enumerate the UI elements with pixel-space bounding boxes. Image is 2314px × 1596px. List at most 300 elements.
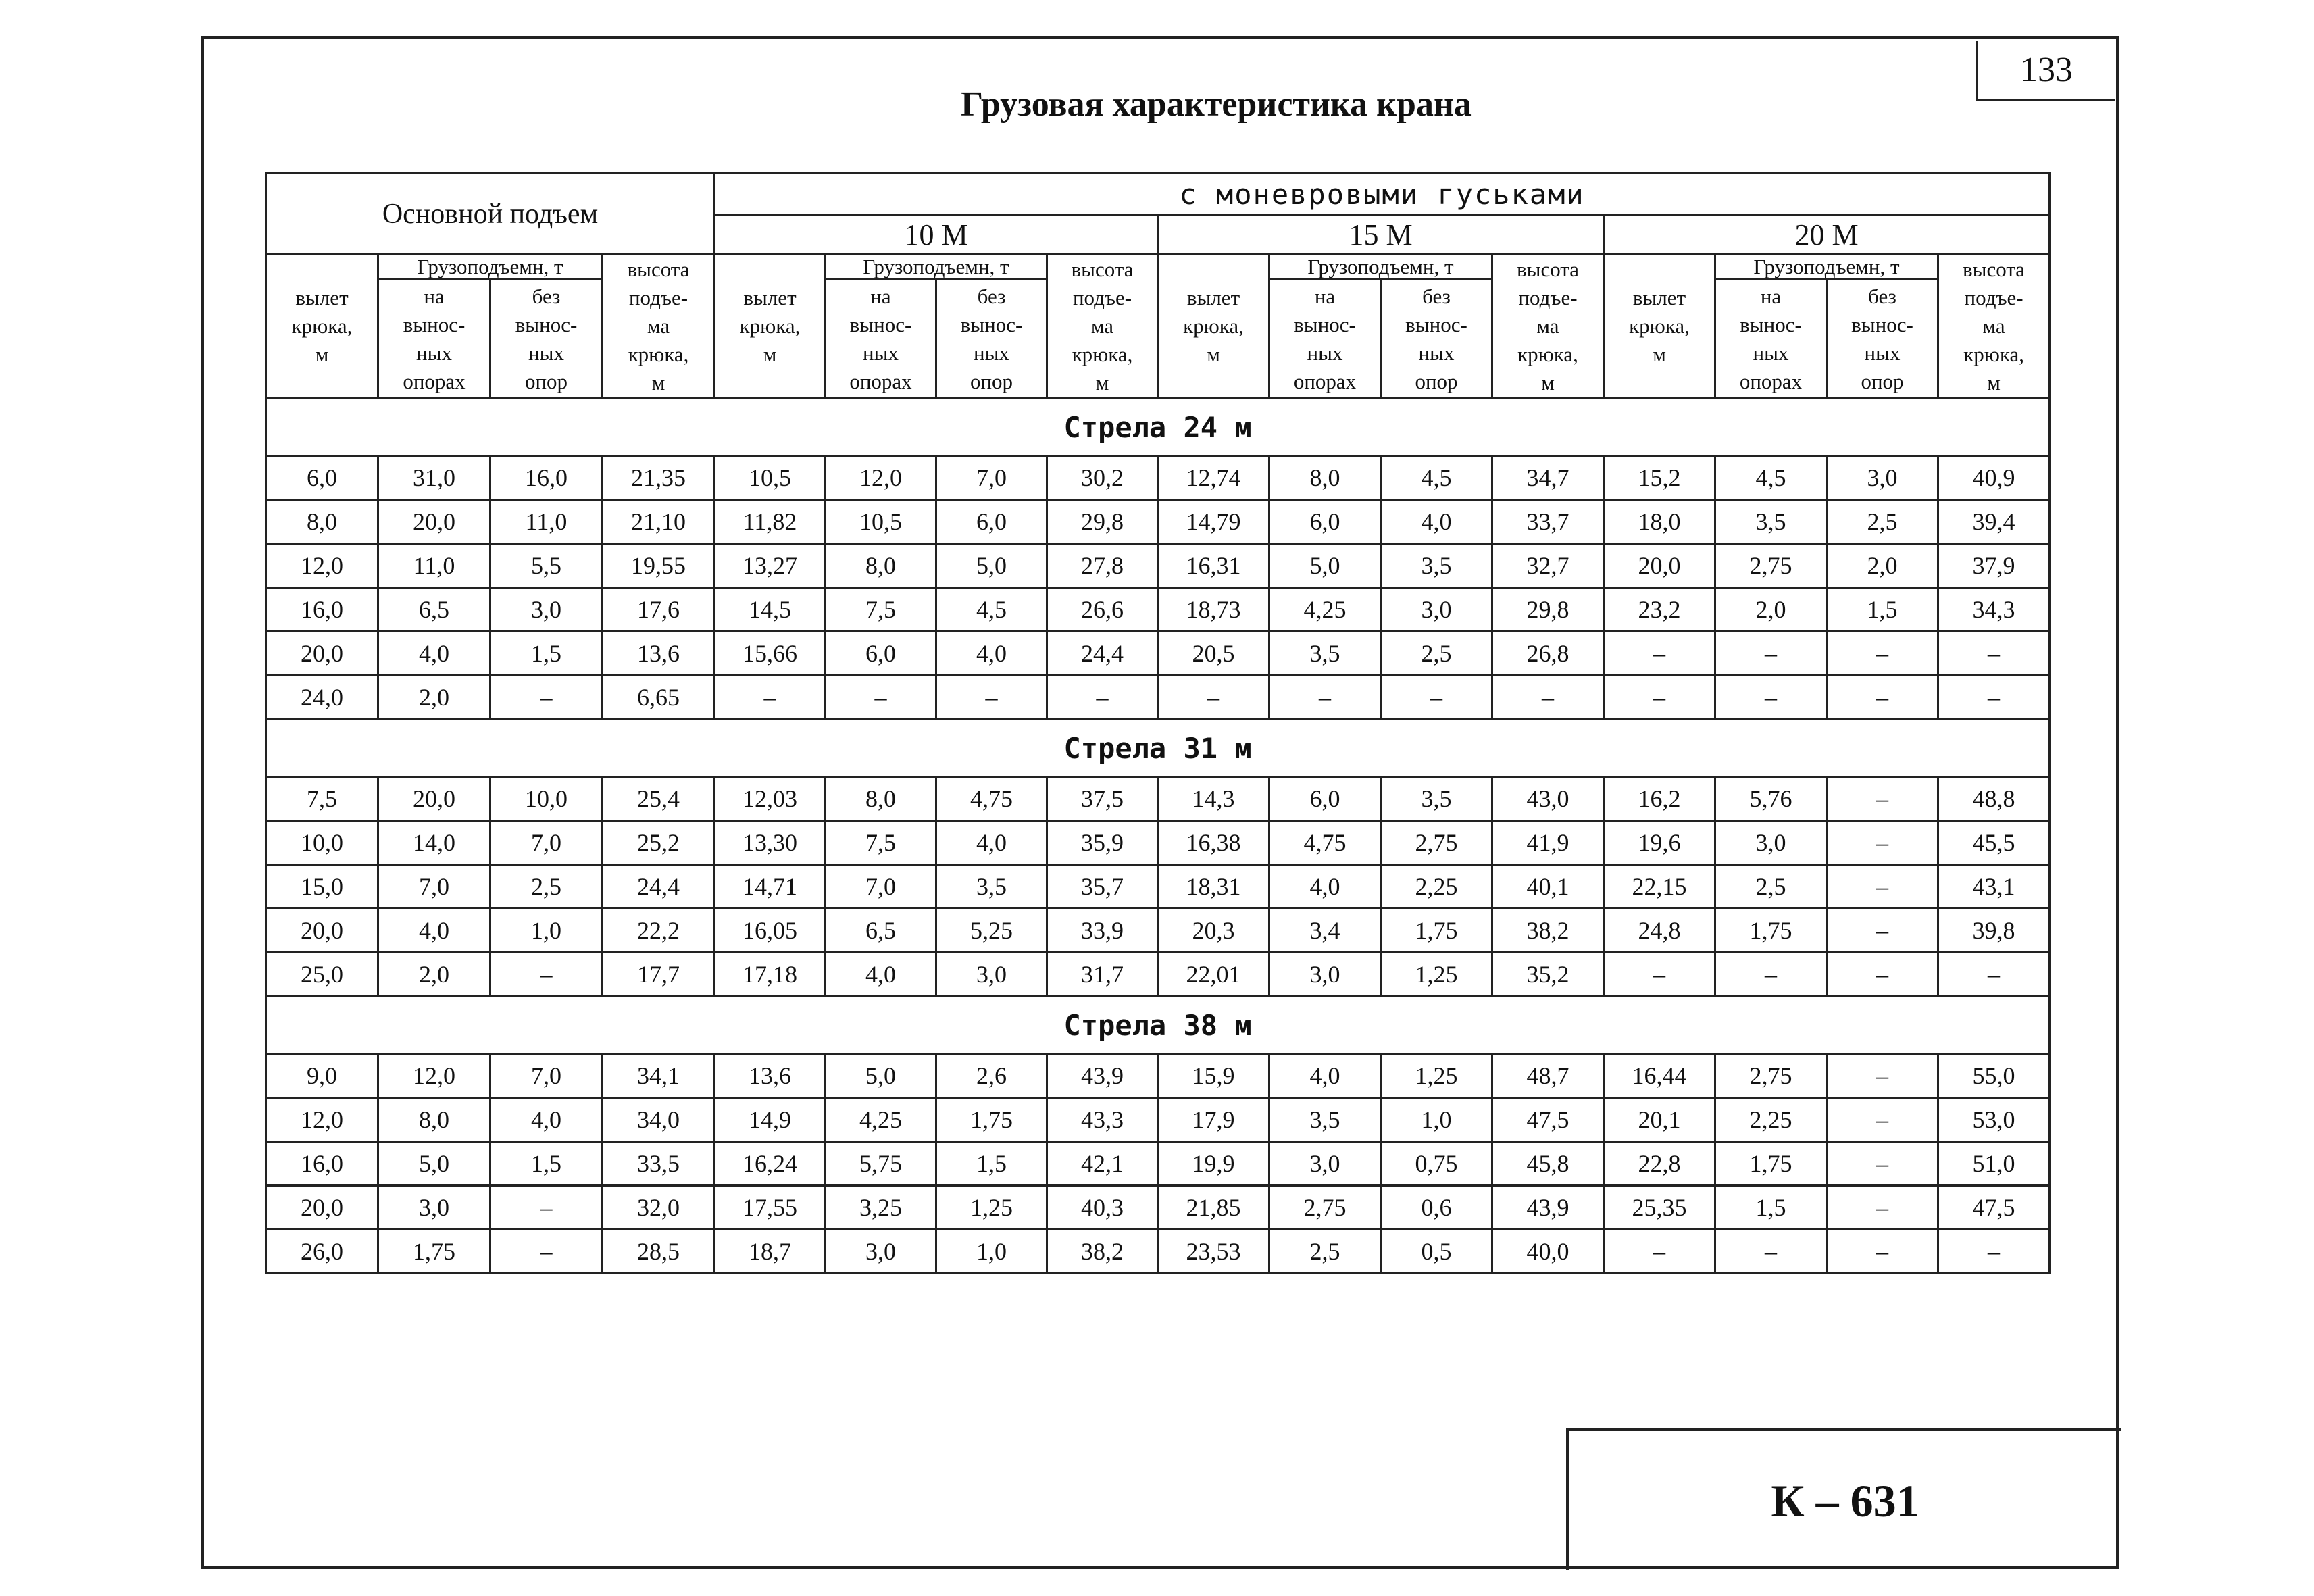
header-line: м bbox=[1207, 343, 1220, 366]
table-cell: 17,7 bbox=[603, 953, 715, 997]
table-cell: 7,5 bbox=[826, 588, 936, 632]
table-cell: 4,0 bbox=[1269, 865, 1381, 909]
table-cell: 6,5 bbox=[826, 909, 936, 953]
table-cell: 33,5 bbox=[603, 1142, 715, 1186]
table-cell: 13,27 bbox=[715, 544, 826, 588]
table-cell: 40,9 bbox=[1938, 456, 2050, 500]
capacity-header: Грузоподъемн, т bbox=[378, 255, 603, 280]
table-cell: 34,0 bbox=[603, 1098, 715, 1142]
table-cell: 3,0 bbox=[1381, 588, 1492, 632]
header-line: без bbox=[977, 284, 1006, 308]
header-line: вылет bbox=[743, 286, 797, 309]
table-cell: 25,35 bbox=[1604, 1186, 1715, 1230]
without-outriggers-header bbox=[1381, 280, 1492, 399]
outreach-header bbox=[1158, 255, 1269, 399]
table-cell: 6,5 bbox=[378, 588, 491, 632]
table-cell: 3,25 bbox=[826, 1186, 936, 1230]
table-row bbox=[266, 588, 2050, 632]
header-line: подъе- bbox=[1072, 286, 1132, 309]
table-cell: 51,0 bbox=[1938, 1142, 2050, 1186]
table-cell: 43,3 bbox=[1047, 1098, 1158, 1142]
table-cell: 0,5 bbox=[1381, 1230, 1492, 1274]
header-line: выноc- bbox=[1294, 312, 1356, 336]
capacity-header: Грузоподъемн, т bbox=[826, 255, 1047, 280]
table-cell: 6,0 bbox=[1269, 500, 1381, 544]
table-cell: 20,3 bbox=[1158, 909, 1269, 953]
header-line: крюка, bbox=[1072, 343, 1133, 366]
header-line: м bbox=[1095, 371, 1109, 395]
table-cell: – bbox=[1492, 676, 1604, 720]
table-cell: 33,9 bbox=[1047, 909, 1158, 953]
table-cell: 21,35 bbox=[603, 456, 715, 500]
table-cell: 18,73 bbox=[1158, 588, 1269, 632]
header-line: опор bbox=[524, 369, 568, 393]
table-cell: 16,0 bbox=[266, 588, 378, 632]
table-cell: 1,0 bbox=[1381, 1098, 1492, 1142]
table-cell: 1,5 bbox=[491, 632, 603, 676]
table-cell: 14,79 bbox=[1158, 500, 1269, 544]
table-cell: 12,03 bbox=[715, 777, 826, 821]
table-cell: 6,0 bbox=[1269, 777, 1381, 821]
table-cell: 45,8 bbox=[1492, 1142, 1604, 1186]
table-cell: 34,7 bbox=[1492, 456, 1604, 500]
table-cell: 1,75 bbox=[1715, 909, 1827, 953]
table-cell: 33,7 bbox=[1492, 500, 1604, 544]
outreach-header bbox=[715, 255, 826, 399]
boom-section-label: Стрела 24 м bbox=[266, 399, 2050, 456]
table-cell: 30,2 bbox=[1047, 456, 1158, 500]
header-line: выноc- bbox=[403, 312, 466, 336]
table-cell: 23,53 bbox=[1158, 1230, 1269, 1274]
header-line: без bbox=[1868, 284, 1896, 308]
table-cell: 3,0 bbox=[491, 588, 603, 632]
table-cell: 42,1 bbox=[1047, 1142, 1158, 1186]
table-cell: 1,25 bbox=[936, 1186, 1047, 1230]
table-cell: 6,0 bbox=[936, 500, 1047, 544]
table-cell: 19,55 bbox=[603, 544, 715, 588]
table-cell: – bbox=[1715, 632, 1827, 676]
table-cell: 25,4 bbox=[603, 777, 715, 821]
table-cell: 2,0 bbox=[1715, 588, 1827, 632]
header-line: ма bbox=[1090, 314, 1114, 338]
table-cell: 13,30 bbox=[715, 821, 826, 865]
table-cell: 2,75 bbox=[1269, 1186, 1381, 1230]
header-line: ных bbox=[416, 341, 452, 365]
header-line: подъе- bbox=[1518, 286, 1578, 309]
table-cell: 7,0 bbox=[826, 865, 936, 909]
table-cell: 31,0 bbox=[378, 456, 491, 500]
table-cell: 2,25 bbox=[1715, 1098, 1827, 1142]
header-line: вылет bbox=[1632, 286, 1686, 309]
header-line: опор bbox=[1415, 369, 1458, 393]
table-cell: 10,5 bbox=[826, 500, 936, 544]
header-line: вылет bbox=[295, 286, 349, 309]
table-cell: 12,0 bbox=[378, 1054, 491, 1098]
table-cell: 18,7 bbox=[715, 1230, 826, 1274]
capacity-header: Грузоподъемн, т bbox=[1715, 255, 1938, 280]
table-cell: 43,1 bbox=[1938, 865, 2050, 909]
table-cell: 19,9 bbox=[1158, 1142, 1269, 1186]
table-row bbox=[266, 909, 2050, 953]
table-cell: 7,0 bbox=[936, 456, 1047, 500]
table-cell: 4,25 bbox=[1269, 588, 1381, 632]
table-cell: 2,75 bbox=[1381, 821, 1492, 865]
table-cell: 13,6 bbox=[603, 632, 715, 676]
without-outriggers-header bbox=[1827, 280, 1938, 399]
table-cell: – bbox=[1827, 865, 1938, 909]
header-line: крюка, bbox=[628, 343, 689, 366]
boom-section-row bbox=[266, 720, 2050, 777]
table-cell: 4,0 bbox=[378, 632, 491, 676]
table-cell: 39,8 bbox=[1938, 909, 2050, 953]
table-cell: 29,8 bbox=[1047, 500, 1158, 544]
table-cell: 14,0 bbox=[378, 821, 491, 865]
table-cell: – bbox=[1827, 953, 1938, 997]
table-cell: 43,9 bbox=[1492, 1186, 1604, 1230]
table-cell: 20,1 bbox=[1604, 1098, 1715, 1142]
table-cell: 16,2 bbox=[1604, 777, 1715, 821]
table-cell: 1,0 bbox=[936, 1230, 1047, 1274]
table-cell: 5,25 bbox=[936, 909, 1047, 953]
table-cell: 2,75 bbox=[1715, 544, 1827, 588]
table-cell: 18,31 bbox=[1158, 865, 1269, 909]
table-cell: 20,0 bbox=[378, 500, 491, 544]
table-cell: 17,18 bbox=[715, 953, 826, 997]
table-cell: 43,9 bbox=[1047, 1054, 1158, 1098]
table-cell: 4,0 bbox=[491, 1098, 603, 1142]
table-cell: 31,7 bbox=[1047, 953, 1158, 997]
table-cell: 25,0 bbox=[266, 953, 378, 997]
header-line: крюка, bbox=[291, 314, 353, 338]
header-line: м bbox=[315, 343, 329, 366]
header-line: ма bbox=[647, 314, 670, 338]
table-cell: 35,2 bbox=[1492, 953, 1604, 997]
table-cell: 1,75 bbox=[378, 1230, 491, 1274]
header-line: на bbox=[1760, 284, 1782, 308]
table-cell: 40,1 bbox=[1492, 865, 1604, 909]
table-cell: – bbox=[1827, 1142, 1938, 1186]
table-cell: 7,5 bbox=[826, 821, 936, 865]
table-cell: 8,0 bbox=[1269, 456, 1381, 500]
table-cell: 1,25 bbox=[1381, 953, 1492, 997]
header-line: крюка, bbox=[1629, 314, 1690, 338]
header-line: высота bbox=[627, 257, 690, 281]
table-cell: 0,6 bbox=[1381, 1186, 1492, 1230]
header-line: ма bbox=[1982, 314, 2005, 338]
hook-height-header bbox=[1492, 255, 1604, 399]
table-cell: – bbox=[491, 1186, 603, 1230]
table-cell: 20,5 bbox=[1158, 632, 1269, 676]
header-line: ных bbox=[863, 341, 899, 365]
header-line: на bbox=[1314, 284, 1336, 308]
header-line: высота bbox=[1963, 257, 2026, 281]
table-cell: 4,0 bbox=[936, 632, 1047, 676]
table-cell: 24,4 bbox=[1047, 632, 1158, 676]
load-chart-table bbox=[265, 172, 2051, 1274]
table-cell: 4,25 bbox=[826, 1098, 936, 1142]
table-cell: 48,8 bbox=[1938, 777, 2050, 821]
table-cell: 55,0 bbox=[1938, 1054, 2050, 1098]
table-cell: 7,0 bbox=[378, 865, 491, 909]
table-cell: 3,5 bbox=[1269, 632, 1381, 676]
table-cell: 3,5 bbox=[936, 865, 1047, 909]
table-cell: 4,0 bbox=[1381, 500, 1492, 544]
table-cell: 7,0 bbox=[491, 821, 603, 865]
table-cell: 24,8 bbox=[1604, 909, 1715, 953]
table-cell: 1,25 bbox=[1381, 1054, 1492, 1098]
header-line: опорах bbox=[849, 369, 912, 393]
table-cell: 32,0 bbox=[603, 1186, 715, 1230]
header-line: м bbox=[1541, 371, 1555, 395]
table-cell: 20,0 bbox=[266, 1186, 378, 1230]
main-lift-header: Основной подъем bbox=[266, 174, 715, 255]
table-cell: 22,8 bbox=[1604, 1142, 1715, 1186]
table-cell: 3,0 bbox=[378, 1186, 491, 1230]
table-cell: – bbox=[1269, 676, 1381, 720]
table-cell: 0,75 bbox=[1381, 1142, 1492, 1186]
table-cell: – bbox=[1715, 953, 1827, 997]
table-cell: 15,66 bbox=[715, 632, 826, 676]
table-cell: 48,7 bbox=[1492, 1054, 1604, 1098]
table-cell: 11,0 bbox=[378, 544, 491, 588]
table-cell: 2,5 bbox=[1269, 1230, 1381, 1274]
table-cell: 10,0 bbox=[491, 777, 603, 821]
table-cell: 22,15 bbox=[1604, 865, 1715, 909]
header-line: ных bbox=[1753, 341, 1789, 365]
table-cell: 16,24 bbox=[715, 1142, 826, 1186]
table-cell: 10,5 bbox=[715, 456, 826, 500]
table-cell: 6,65 bbox=[603, 676, 715, 720]
header-line: на bbox=[424, 284, 445, 308]
table-cell: – bbox=[1827, 632, 1938, 676]
table-cell: 5,75 bbox=[826, 1142, 936, 1186]
table-cell: 11,82 bbox=[715, 500, 826, 544]
table-row bbox=[266, 953, 2050, 997]
table-cell: 3,0 bbox=[1827, 456, 1938, 500]
table-cell: 15,0 bbox=[266, 865, 378, 909]
table-cell: 3,5 bbox=[1715, 500, 1827, 544]
page-title: Грузовая характеристика крана bbox=[961, 85, 1472, 124]
jib-10-header: 10 М bbox=[715, 215, 1158, 255]
table-cell: 29,8 bbox=[1492, 588, 1604, 632]
table-cell: 4,75 bbox=[1269, 821, 1381, 865]
jib-20-header: 20 М bbox=[1604, 215, 2050, 255]
boom-section-label: Стрела 31 м bbox=[266, 720, 2050, 777]
table-cell: 2,5 bbox=[1381, 632, 1492, 676]
table-cell: – bbox=[826, 676, 936, 720]
header-line: подъе- bbox=[628, 286, 688, 309]
table-cell: 5,5 bbox=[491, 544, 603, 588]
table-cell: 35,9 bbox=[1047, 821, 1158, 865]
table-cell: 8,0 bbox=[826, 544, 936, 588]
table-cell: 37,5 bbox=[1047, 777, 1158, 821]
header-line: опорах bbox=[1293, 369, 1357, 393]
table-cell: 1,5 bbox=[1715, 1186, 1827, 1230]
table-cell: 9,0 bbox=[266, 1054, 378, 1098]
header-line: без bbox=[1422, 284, 1451, 308]
table-cell: 3,0 bbox=[1269, 953, 1381, 997]
header-line: м bbox=[1653, 343, 1666, 366]
table-cell: 14,5 bbox=[715, 588, 826, 632]
boom-section-row bbox=[266, 399, 2050, 456]
table-cell: 26,8 bbox=[1492, 632, 1604, 676]
table-cell: 1,75 bbox=[1381, 909, 1492, 953]
table-cell: 5,0 bbox=[936, 544, 1047, 588]
header-line: крюка, bbox=[1183, 314, 1244, 338]
header-line: м bbox=[1987, 371, 2001, 395]
table-cell: 3,0 bbox=[1269, 1142, 1381, 1186]
table-row bbox=[266, 821, 2050, 865]
with-outriggers-header bbox=[826, 280, 936, 399]
table-cell: 38,2 bbox=[1047, 1230, 1158, 1274]
table-cell: 2,6 bbox=[936, 1054, 1047, 1098]
header-line: ных bbox=[974, 341, 1009, 365]
table-cell: 12,0 bbox=[826, 456, 936, 500]
table-cell: 22,2 bbox=[603, 909, 715, 953]
table-cell: 43,0 bbox=[1492, 777, 1604, 821]
table-cell: 34,3 bbox=[1938, 588, 2050, 632]
table-cell: 34,1 bbox=[603, 1054, 715, 1098]
table-cell: 16,0 bbox=[266, 1142, 378, 1186]
table-cell: 5,0 bbox=[826, 1054, 936, 1098]
table-cell: 15,9 bbox=[1158, 1054, 1269, 1098]
header-line: высота bbox=[1516, 257, 1579, 281]
header-line: подъе- bbox=[1964, 286, 2023, 309]
header-line: крюка, bbox=[1517, 343, 1578, 366]
table-cell: 47,5 bbox=[1492, 1098, 1604, 1142]
table-cell: 8,0 bbox=[826, 777, 936, 821]
table-cell: 41,9 bbox=[1492, 821, 1604, 865]
header-line: опорах bbox=[1739, 369, 1803, 393]
table-cell: 17,9 bbox=[1158, 1098, 1269, 1142]
table-cell: 38,2 bbox=[1492, 909, 1604, 953]
table-cell: 7,5 bbox=[266, 777, 378, 821]
table-cell: 4,0 bbox=[378, 909, 491, 953]
table-cell: 2,5 bbox=[491, 865, 603, 909]
table-cell: 4,5 bbox=[1381, 456, 1492, 500]
table-cell: 4,0 bbox=[936, 821, 1047, 865]
table-cell: 6,0 bbox=[266, 456, 378, 500]
table-cell: – bbox=[1715, 1230, 1827, 1274]
table-cell: – bbox=[1604, 676, 1715, 720]
table-cell: – bbox=[936, 676, 1047, 720]
header-line: опор bbox=[970, 369, 1013, 393]
table-cell: 5,0 bbox=[378, 1142, 491, 1186]
table-cell: 14,71 bbox=[715, 865, 826, 909]
header-line: ных bbox=[1418, 341, 1455, 365]
table-cell: 32,7 bbox=[1492, 544, 1604, 588]
table-cell: 2,0 bbox=[378, 676, 491, 720]
table-row bbox=[266, 1230, 2050, 1274]
table-row bbox=[266, 676, 2050, 720]
table-cell: – bbox=[1938, 953, 2050, 997]
table-cell: – bbox=[1827, 1230, 1938, 1274]
boom-section-label: Стрела 38 м bbox=[266, 997, 2050, 1054]
table-cell: 8,0 bbox=[266, 500, 378, 544]
header-line: опор bbox=[1861, 369, 1904, 393]
table-cell: 47,5 bbox=[1938, 1186, 2050, 1230]
table-cell: – bbox=[491, 676, 603, 720]
table-cell: 16,44 bbox=[1604, 1054, 1715, 1098]
table-cell: 3,4 bbox=[1269, 909, 1381, 953]
table-cell: 40,3 bbox=[1047, 1186, 1158, 1230]
table-cell: 2,0 bbox=[1827, 544, 1938, 588]
table-row bbox=[266, 456, 2050, 500]
hook-height-header bbox=[1938, 255, 2050, 399]
table-cell: 3,0 bbox=[936, 953, 1047, 997]
table-cell: – bbox=[1047, 676, 1158, 720]
table-cell: 4,5 bbox=[1715, 456, 1827, 500]
hook-height-header bbox=[603, 255, 715, 399]
with-outriggers-header bbox=[378, 280, 491, 399]
without-outriggers-header bbox=[936, 280, 1047, 399]
table-cell: 20,0 bbox=[378, 777, 491, 821]
table-cell: 13,6 bbox=[715, 1054, 826, 1098]
table-cell: 20,0 bbox=[266, 632, 378, 676]
table-row bbox=[266, 777, 2050, 821]
table-cell: 23,2 bbox=[1604, 588, 1715, 632]
table-cell: – bbox=[1604, 1230, 1715, 1274]
capacity-header: Грузоподъемн, т bbox=[1269, 255, 1492, 280]
table-cell: 19,6 bbox=[1604, 821, 1715, 865]
table-cell: 1,5 bbox=[1827, 588, 1938, 632]
table-cell: 27,8 bbox=[1047, 544, 1158, 588]
table-cell: 12,74 bbox=[1158, 456, 1269, 500]
header-line: выноc- bbox=[1740, 312, 1802, 336]
without-outriggers-header bbox=[491, 280, 603, 399]
table-cell: 2,25 bbox=[1381, 865, 1492, 909]
table-cell: 2,75 bbox=[1715, 1054, 1827, 1098]
header-line: м bbox=[651, 371, 665, 395]
table-cell: 53,0 bbox=[1938, 1098, 2050, 1142]
table-cell: 8,0 bbox=[378, 1098, 491, 1142]
table-cell: 24,0 bbox=[266, 676, 378, 720]
table-cell: – bbox=[1938, 632, 2050, 676]
table-cell: – bbox=[715, 676, 826, 720]
table-cell: 20,0 bbox=[1604, 544, 1715, 588]
table-cell: – bbox=[1827, 1054, 1938, 1098]
table-row bbox=[266, 500, 2050, 544]
table-cell: 5,76 bbox=[1715, 777, 1827, 821]
table-row bbox=[266, 544, 2050, 588]
table-cell: 2,0 bbox=[378, 953, 491, 997]
table-cell: 7,0 bbox=[491, 1054, 603, 1098]
table-cell: 4,75 bbox=[936, 777, 1047, 821]
table-cell: 14,9 bbox=[715, 1098, 826, 1142]
header-line: выноc- bbox=[1405, 312, 1467, 336]
table-cell: 45,5 bbox=[1938, 821, 2050, 865]
table-cell: 1,75 bbox=[1715, 1142, 1827, 1186]
table-cell: – bbox=[491, 1230, 603, 1274]
header-line: выноc- bbox=[849, 312, 912, 336]
with-outriggers-header bbox=[1715, 280, 1827, 399]
table-cell: 16,31 bbox=[1158, 544, 1269, 588]
table-cell: – bbox=[1938, 1230, 2050, 1274]
table-cell: 1,0 bbox=[491, 909, 603, 953]
table-cell: 40,0 bbox=[1492, 1230, 1604, 1274]
table-cell: 4,5 bbox=[936, 588, 1047, 632]
outreach-header bbox=[266, 255, 378, 399]
table-cell: – bbox=[1827, 1098, 1938, 1142]
table-cell: 17,6 bbox=[603, 588, 715, 632]
table-cell: 11,0 bbox=[491, 500, 603, 544]
table-row bbox=[266, 632, 2050, 676]
jib-group-header: с моневровыми гуськами bbox=[715, 174, 2050, 215]
header-line: на bbox=[870, 284, 891, 308]
table-cell: 21,85 bbox=[1158, 1186, 1269, 1230]
table-cell: 16,05 bbox=[715, 909, 826, 953]
table-cell: 3,0 bbox=[826, 1230, 936, 1274]
